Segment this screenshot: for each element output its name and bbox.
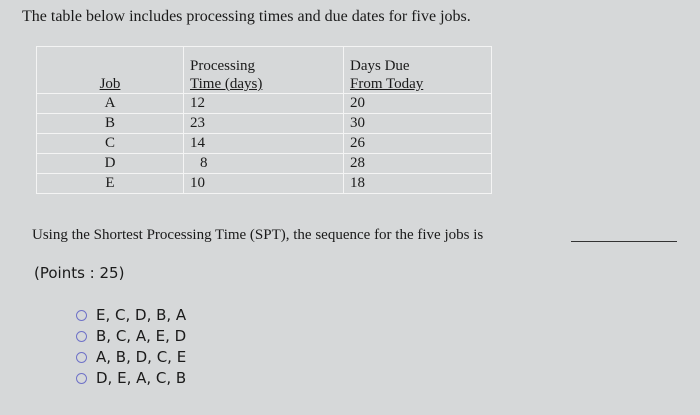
jobs-table [36, 46, 492, 194]
time-cell: 12 [184, 94, 344, 114]
table-row [37, 174, 492, 194]
option-2[interactable] [76, 326, 186, 346]
question-text: Using the Shortest Processing Time (SPT), the sequence for the five jobs is [32, 227, 484, 243]
option-label: D, E, A, C, B [96, 369, 187, 387]
points-label: (Points : 25) [34, 264, 125, 282]
answer-options [76, 305, 186, 389]
table-row [37, 114, 492, 134]
radio-icon[interactable] [76, 373, 87, 384]
option-1[interactable] [76, 305, 186, 325]
time-cell: 23 [184, 114, 344, 134]
job-cell: D [37, 154, 184, 174]
radio-icon[interactable] [76, 352, 87, 363]
due-cell: 26 [344, 134, 492, 154]
job-cell: A [37, 94, 184, 114]
header-processing-time: Processing Time (days) [184, 47, 344, 94]
time-cell: 14 [184, 134, 344, 154]
due-cell: 28 [344, 154, 492, 174]
job-cell: C [37, 134, 184, 154]
job-cell: E [37, 174, 184, 194]
table-row [37, 154, 492, 174]
due-cell: 18 [344, 174, 492, 194]
option-label: E, C, D, B, A [96, 306, 187, 324]
header-job: Job [37, 47, 184, 94]
option-label: A, B, D, C, E [96, 348, 187, 366]
table-row [37, 134, 492, 154]
intro-text: The table below includes processing times and due dates for five jobs. [22, 8, 471, 25]
option-label: B, C, A, E, D [96, 327, 187, 345]
due-cell: 30 [344, 114, 492, 134]
time-cell: 10 [184, 174, 344, 194]
table-header-row [37, 47, 492, 94]
header-days-due: Days Due From Today [344, 47, 492, 94]
radio-icon[interactable] [76, 331, 87, 342]
due-cell: 20 [344, 94, 492, 114]
option-4[interactable] [76, 368, 186, 388]
table-row [37, 94, 492, 114]
job-cell: B [37, 114, 184, 134]
radio-icon[interactable] [76, 310, 87, 321]
time-cell: 8 [184, 154, 344, 174]
option-3[interactable] [76, 347, 186, 367]
answer-blank [571, 241, 677, 242]
